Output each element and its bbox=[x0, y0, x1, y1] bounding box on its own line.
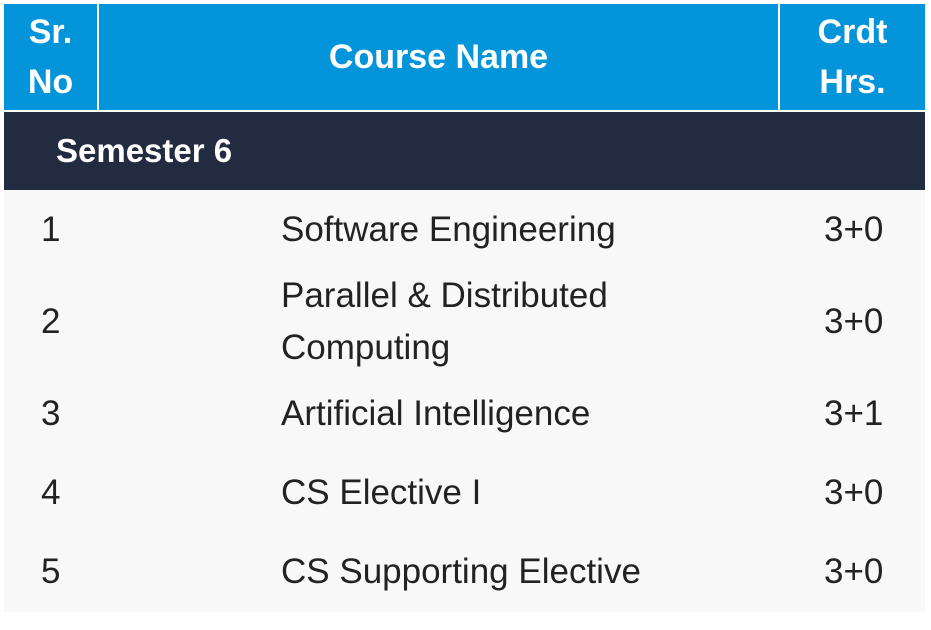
row-credit-hours: 3+0 bbox=[824, 473, 884, 512]
row-sr-no: 5 bbox=[41, 552, 61, 591]
row-sr-no: 3 bbox=[41, 394, 61, 433]
header-sr-no bbox=[4, 4, 99, 110]
table-row bbox=[4, 270, 925, 374]
header-sr-line2: No bbox=[27, 63, 74, 101]
row-credit-hours: 3+0 bbox=[824, 210, 884, 249]
table-header-row bbox=[4, 4, 925, 110]
table-body bbox=[4, 190, 925, 612]
row-sr-no: 4 bbox=[41, 473, 61, 512]
row-course-name bbox=[99, 270, 780, 374]
table-row bbox=[4, 190, 925, 270]
header-sr-line1: Sr. bbox=[28, 13, 73, 51]
header-crdt-line2: Hrs. bbox=[819, 63, 886, 101]
header-credit-hours bbox=[780, 4, 925, 110]
row-sr-no: 1 bbox=[41, 210, 61, 249]
row-course-name-line2: Computing bbox=[281, 328, 451, 367]
row-course-name: CS Supporting Elective bbox=[281, 552, 641, 591]
course-table bbox=[4, 4, 925, 612]
table-row bbox=[4, 374, 925, 454]
row-course-name-line1: Parallel & Distributed bbox=[281, 276, 608, 315]
row-course-name: Artificial Intelligence bbox=[281, 394, 591, 433]
header-crdt-line1: Crdt bbox=[817, 13, 888, 51]
row-course-name: Software Engineering bbox=[281, 210, 616, 249]
table-row bbox=[4, 532, 925, 612]
semester-heading: Semester 6 bbox=[4, 112, 925, 190]
header-course-name: Course Name bbox=[99, 4, 780, 110]
row-credit-hours: 3+1 bbox=[824, 394, 884, 433]
row-credit-hours: 3+0 bbox=[824, 552, 884, 591]
table-row bbox=[4, 454, 925, 532]
row-sr-no: 2 bbox=[41, 302, 61, 341]
row-credit-hours: 3+0 bbox=[824, 302, 884, 341]
row-course-name: CS Elective I bbox=[281, 473, 482, 512]
